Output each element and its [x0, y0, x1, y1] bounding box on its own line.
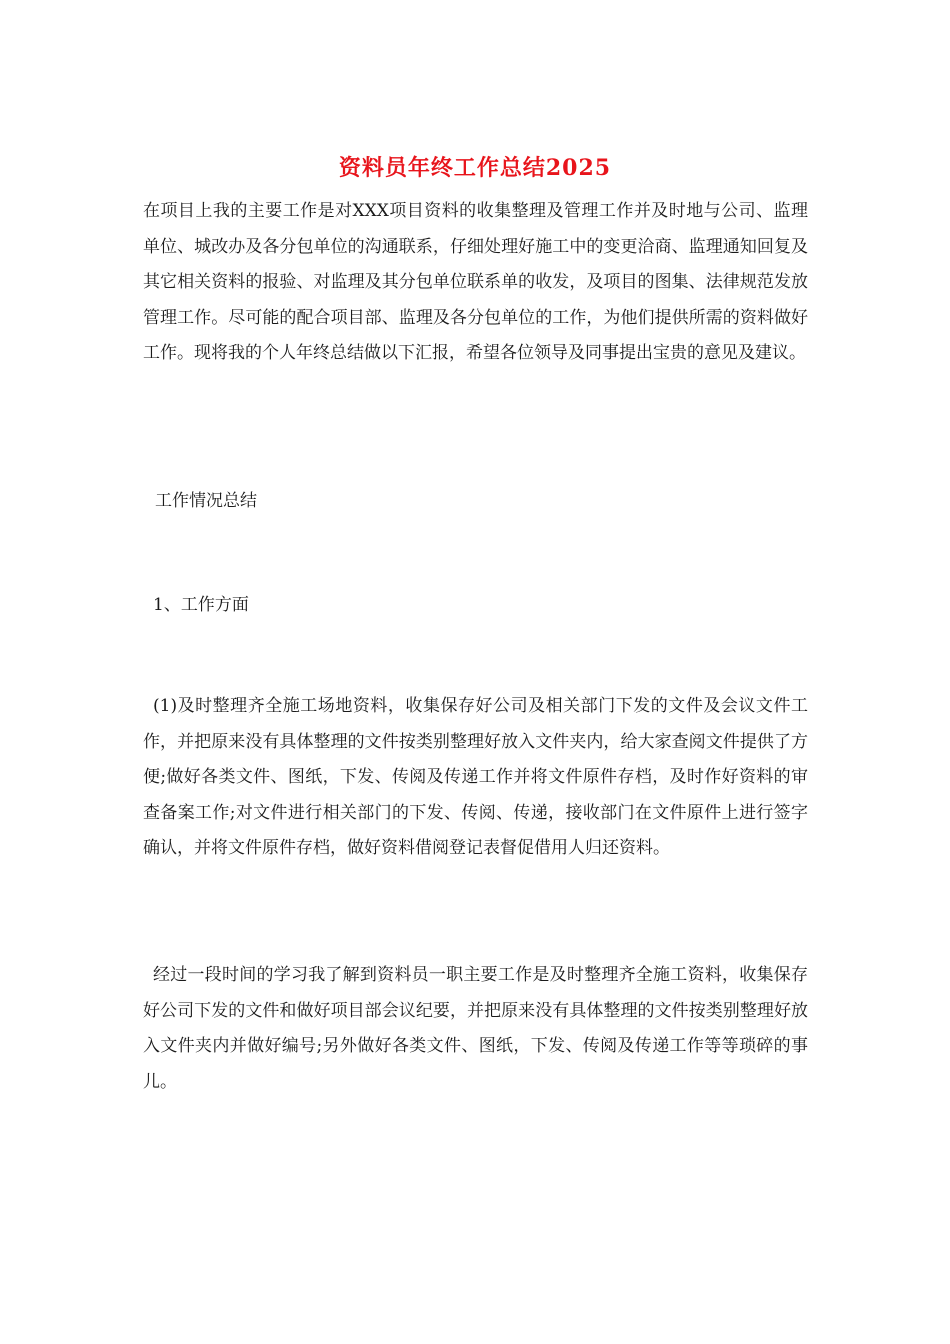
- body-paragraph-2: 经过一段时间的学习我了解到资料员一职主要工作是及时整理齐全施工资料，收集保存好公司下发的文件和做好项目部会议纪要，并把原来没有具体整理的文件按类别整理好放入文件夹内并做好编号;另外做好各类文件、图纸，下发、传阅及传递工作等等琐碎的事儿。: [143, 965, 808, 1092]
- subsection-heading: 1、工作方面: [153, 595, 249, 615]
- document-title: 资料员年终工作总结2025: [338, 155, 612, 181]
- item-1-paragraph: (1)及时整理齐全施工场地资料，收集保存好公司及相关部门下发的文件及会议文件工作，并把原来没有具体整理的文件按类别整理好放入文件夹内，给大家查阅文件提供了方便;做好各类文件、图纸，下发、传阅及传递工作并将文件原件存档，及时作好资料的审查备案工作;对文件进行相关部门的下发、传阅、传递，接收部门在文件原件上进行签字确认，并将文件原件存档，做好资料借阅登记表督促借用人归还资料。: [143, 696, 808, 858]
- section-heading: 工作情况总结: [155, 491, 257, 511]
- intro-paragraph: 在项目上我的主要工作是对XXX项目资料的收集整理及管理工作并及时地与公司、监理单位、城改办及各分包单位的沟通联系，仔细处理好施工中的变更洽商、监理通知回复及其它相关资料的报验、对监理及其分包单位联系单的收发，及项目的图集、法律规范发放管理工作。尽可能的配合项目部、监理及各分包单位的工作，为他们提供所需的资料做好工作。现将我的个人年终总结做以下汇报，希望各位领导及同事提出宝贵的意见及建议。: [143, 201, 808, 363]
